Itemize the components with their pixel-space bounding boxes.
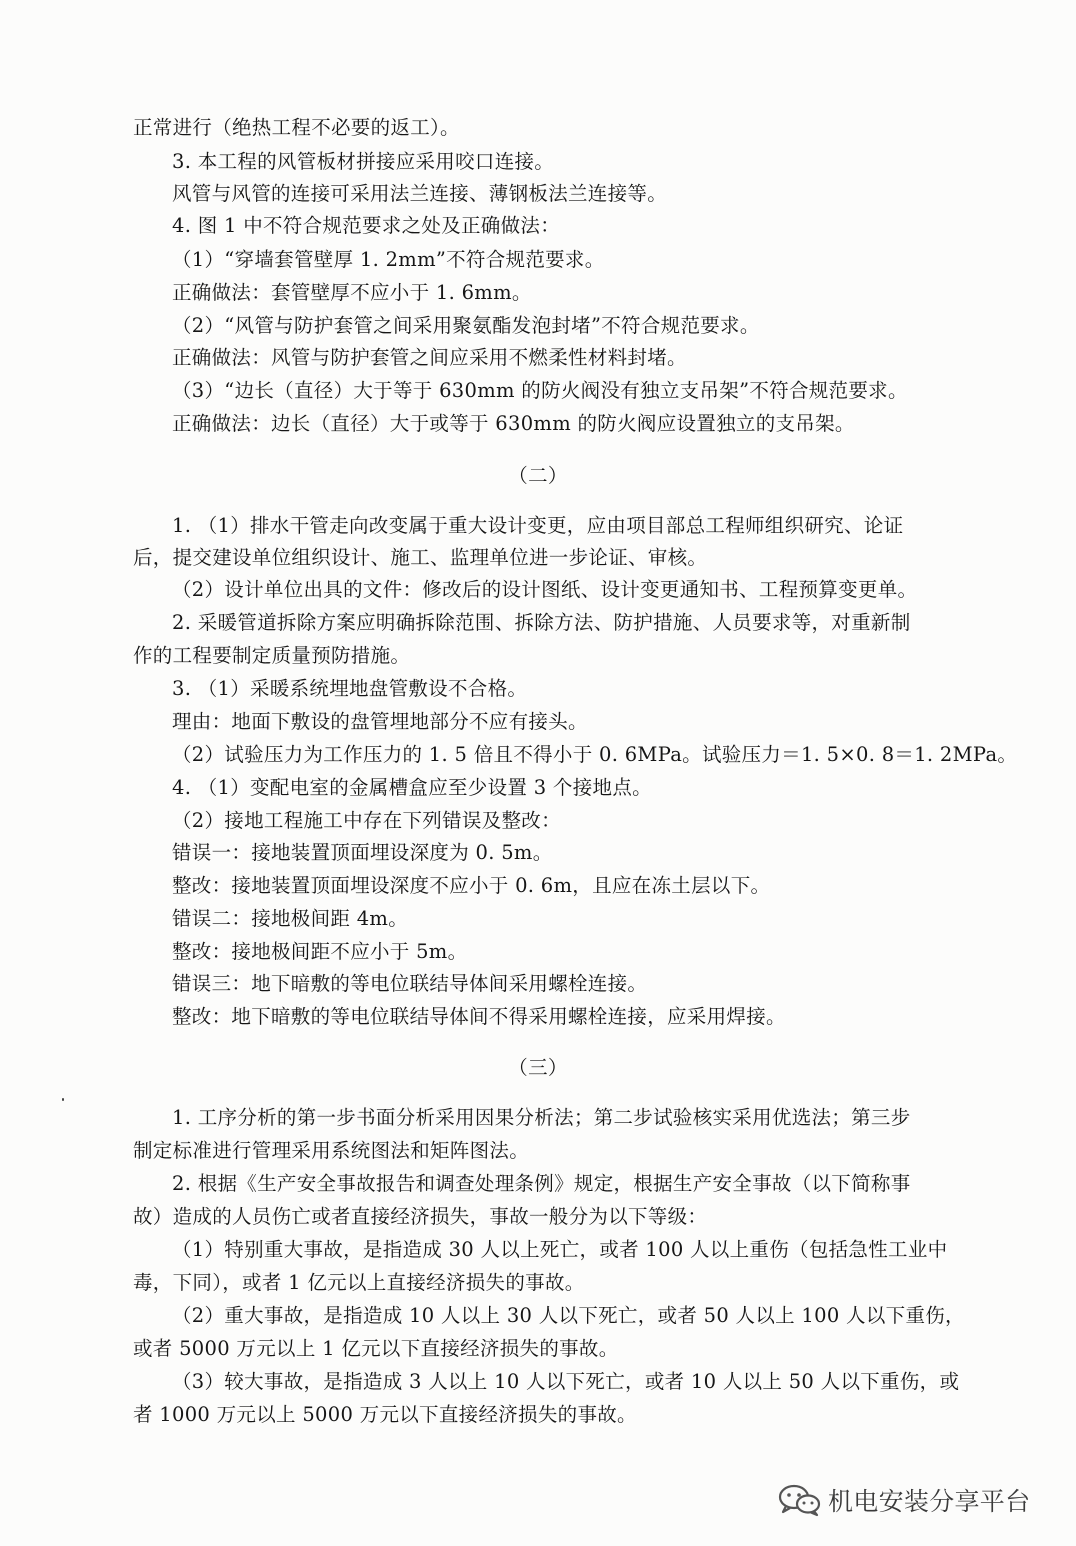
- text-line: 正常进行（绝热工程不必要的返工）。: [133, 116, 460, 139]
- text-line: 整改：接地极间距不应小于 5m。: [172, 940, 468, 963]
- text-line: 整改：接地装置顶面埋设深度不应小于 0. 6m，且应在冻土层以下。: [172, 874, 771, 897]
- text-line: 理由：地面下敷设的盘管埋地部分不应有接头。: [172, 710, 588, 733]
- watermark: [778, 1482, 1030, 1518]
- watermark-text: 机电安装分享平台: [828, 1487, 1031, 1516]
- text-line: 作的工程要制定质量预防措施。: [133, 644, 411, 667]
- text-line: 者 1000 万元以上 5000 万元以下直接经济损失的事故。: [133, 1403, 637, 1426]
- text-line: 正确做法：边长（直径）大于或等于 630mm 的防火阀应设置独立的支吊架。: [172, 412, 855, 435]
- text-line: （2）设计单位出具的文件：修改后的设计图纸、设计变更通知书、工程预算变更单。: [172, 578, 918, 601]
- text-line: 错误三：地下暗敷的等电位联结导体间采用螺栓连接。: [172, 972, 648, 995]
- text-line: 错误二：接地极间距 4m。: [172, 907, 408, 930]
- text-line: 错误一：接地装置顶面埋设深度为 0. 5m。: [172, 841, 553, 864]
- text-line: （1）特别重大事故，是指造成 30 人以上死亡，或者 100 人以上重伤（包括急性工业中: [172, 1238, 948, 1261]
- text-line: 整改：地下暗敷的等电位联结导体间不得采用螺栓连接，应采用焊接。: [172, 1005, 786, 1028]
- text-line: 风管与风管的连接可采用法兰连接、薄钢板法兰连接等。: [172, 182, 668, 205]
- scan-speck: [62, 1098, 64, 1101]
- text-line: 4. （1）变配电室的金属槽盒应至少设置 3 个接地点。: [172, 776, 652, 799]
- text-line: 制定标准进行管理采用系统图法和矩阵图法。: [133, 1139, 530, 1162]
- text-line: 4. 图 1 中不符合规范要求之处及正确做法：: [172, 214, 561, 237]
- text-line: （2）接地工程施工中存在下列错误及整改：: [172, 809, 561, 832]
- text-line: 正确做法：风管与防护套管之间应采用不燃柔性材料封堵。: [172, 346, 687, 369]
- text-line: 2. 采暖管道拆除方案应明确拆除范围、拆除方法、防护措施、人员要求等，对重新制: [172, 611, 911, 634]
- text-line: 后，提交建设单位组织设计、施工、监理单位进一步论证、审核。: [133, 546, 708, 569]
- text-line: 3. （1）采暖系统埋地盘管敷设不合格。: [172, 677, 528, 700]
- text-line: 正确做法：套管壁厚不应小于 1. 6mm。: [172, 281, 532, 304]
- text-line: （3）较大事故，是指造成 3 人以上 10 人以下死亡，或者 10 人以上 50 人以下重伤，或: [172, 1370, 960, 1393]
- text-line: 1. （1）排水干管走向改变属于重大设计变更，应由项目部总工程师组织研究、论证: [172, 514, 904, 537]
- text-line: （2）试验压力为工作压力的 1. 5 倍且不得小于 0. 6MPa。试验压力＝1. 5×0. 8＝1. 2MPa。: [172, 743, 1018, 766]
- text-line: 2. 根据《生产安全事故报告和调查处理条例》规定，根据生产安全事故（以下简称事: [172, 1172, 911, 1195]
- text-line: 毒，下同），或者 1 亿元以上直接经济损失的事故。: [133, 1271, 585, 1294]
- text-line: 1. 工序分析的第一步书面分析采用因果分析法；第二步试验核实采用优选法；第三步: [172, 1106, 911, 1129]
- wechat-icon: [778, 1483, 822, 1517]
- section-heading: （二）: [508, 464, 568, 487]
- text-line: 或者 5000 万元以上 1 亿元以下直接经济损失的事故。: [133, 1337, 619, 1360]
- section-heading: （三）: [508, 1056, 568, 1079]
- text-line: （2）“风管与防护套管之间采用聚氨酯发泡封堵”不符合规范要求。: [172, 314, 760, 337]
- text-line: （2）重大事故，是指造成 10 人以上 30 人以下死亡，或者 50 人以上 100 人以下重伤，: [172, 1304, 965, 1327]
- text-line: （1）“穿墙套管壁厚 1. 2mm”不符合规范要求。: [172, 248, 605, 271]
- text-line: 故）造成的人员伤亡或者直接经济损失，事故一般分为以下等级：: [133, 1205, 708, 1228]
- text-line: （3）“边长（直径）大于等于 630mm 的防火阀没有独立支吊架”不符合规范要求。: [172, 379, 908, 402]
- text-line: 3. 本工程的风管板材拼接应采用咬口连接。: [172, 150, 555, 173]
